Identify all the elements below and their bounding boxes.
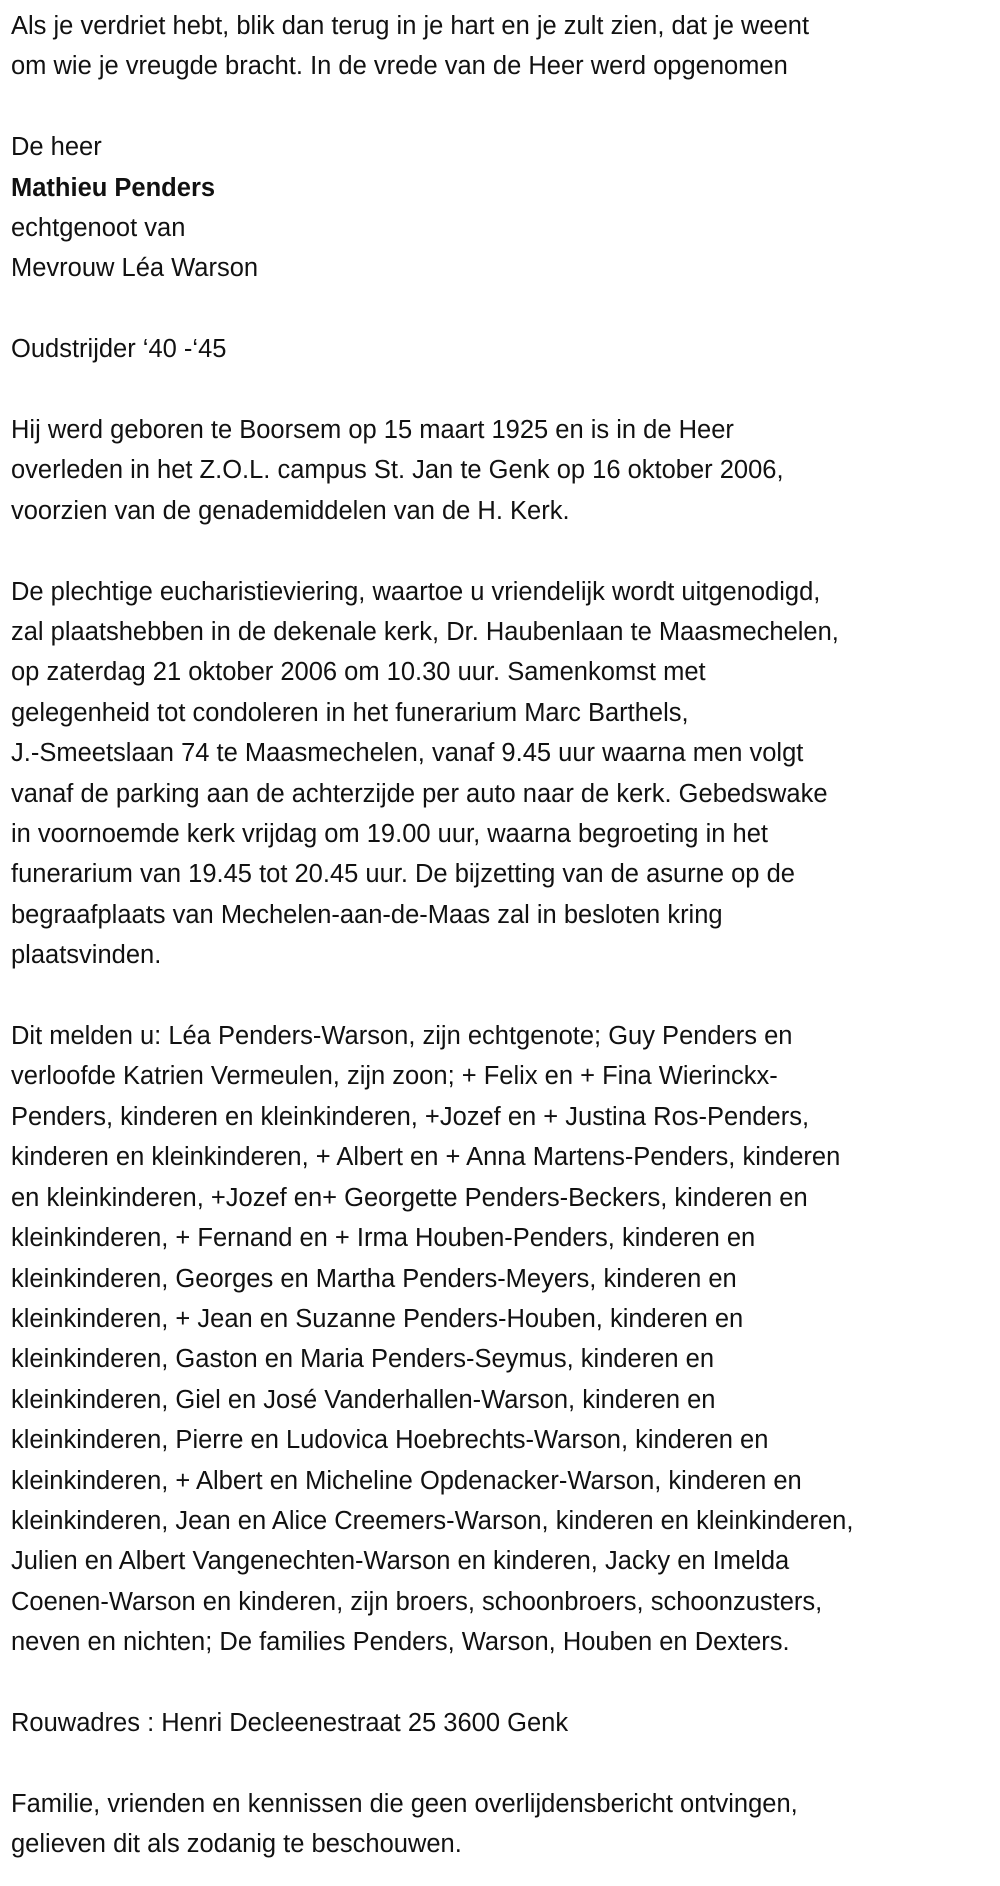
text-line: funerarium van 19.45 tot 20.45 uur. De bijzetting van de asurne op de — [11, 860, 795, 889]
text-line: kleinkinderen, Giel en José Vanderhallen-Warson, kinderen en — [11, 1385, 716, 1414]
text-line: Coenen-Warson en kinderen, zijn broers, schoonbroers, schoonzusters, — [11, 1587, 823, 1616]
text-line: gelieven dit als zodanig te beschouwen. — [11, 1830, 462, 1859]
text-line: Dit melden u: Léa Penders-Warson, zijn echtgenote; Guy Penders en — [11, 1022, 793, 1051]
text-line: kleinkinderen, + Jean en Suzanne Penders-Houben, kinderen en — [11, 1304, 744, 1333]
text-line: op zaterdag 21 oktober 2006 om 10.30 uur. Samenkomst met — [11, 658, 706, 687]
family-paragraph — [11, 1016, 1000, 1663]
birth-death-paragraph — [11, 410, 1000, 531]
text-line: gelegenheid tot condoleren in het funerarium Marc Barthels, — [11, 698, 689, 727]
text-line: J.-Smeetslaan 74 te Maasmechelen, vanaf 9.45 uur waarna men volgt — [11, 739, 804, 768]
ceremony-paragraph — [11, 572, 1000, 976]
text-line: Familie, vrienden en kennissen die geen overlijdensbericht ontvingen, — [11, 1789, 798, 1818]
text-line: om wie je vreugde bracht. In de vrede van de Heer werd opgenomen — [11, 52, 788, 81]
deceased-block — [11, 127, 1000, 289]
text-line: Julien en Albert Vangenechten-Warson en kinderen, Jacky en Imelda — [11, 1547, 790, 1576]
text-line: kleinkinderen, Gaston en Maria Penders-Seymus, kinderen en — [11, 1345, 715, 1374]
text-line: kleinkinderen, + Fernand en + Irma Houben-Penders, kinderen en — [11, 1224, 756, 1253]
text-line: en kleinkinderen, +Jozef en+ Georgette Penders-Beckers, kinderen en — [11, 1183, 808, 1212]
text-line: kleinkinderen, Pierre en Ludovica Hoebrechts-Warson, kinderen en — [11, 1426, 769, 1455]
text-line: verloofde Katrien Vermeulen, zijn zoon; + Felix en + Fina Wierinckx- — [11, 1062, 778, 1091]
text-line: overleden in het Z.O.L. campus St. Jan te Genk op 16 oktober 2006, — [11, 456, 784, 485]
text-line: kleinkinderen, + Albert en Micheline Opdenacker-Warson, kinderen en — [11, 1466, 802, 1495]
text-line: Penders, kinderen en kleinkinderen, +Jozef en + Justina Ros-Penders, — [11, 1102, 810, 1131]
mourning-address: Rouwadres : Henri Decleenestraat 25 3600 Genk — [11, 1708, 569, 1737]
veteran-text: Oudstrijder ‘40 -‘45 — [11, 335, 227, 364]
deceased-relation: echtgenoot van — [11, 214, 186, 243]
text-line: voorzien van de genademiddelen van de H. Kerk. — [11, 496, 570, 525]
veteran-paragraph — [11, 329, 1000, 369]
text-line: kleinkinderen, Jean en Alice Creemers-Warson, kinderen en kleinkinderen, — [11, 1506, 854, 1535]
text-line: kleinkinderen, Georges en Martha Penders-Meyers, kinderen en — [11, 1264, 737, 1293]
text-line: vanaf de parking aan de achterzijde per auto naar de kerk. Gebedswake — [11, 779, 828, 808]
text-line: zal plaatshebben in de dekenale kerk, Dr. Haubenlaan te Maasmechelen, — [11, 618, 839, 647]
text-line: in voornoemde kerk vrijdag om 19.00 uur, waarna begroeting in het — [11, 820, 768, 849]
address-paragraph — [11, 1703, 1000, 1743]
deceased-title: De heer — [11, 133, 102, 162]
spouse-name: Mevrouw Léa Warson — [11, 254, 259, 283]
text-line: Hij werd geboren te Boorsem op 15 maart 1925 en is in de Heer — [11, 416, 734, 445]
text-line: kinderen en kleinkinderen, + Albert en + Anna Martens-Penders, kinderen — [11, 1143, 841, 1172]
text-line: Als je verdriet hebt, blik dan terug in je hart en je zult zien, dat je weent — [11, 12, 810, 40]
text-line: neven en nichten; De families Penders, Warson, Houben en Dexters. — [11, 1628, 790, 1657]
closing-paragraph — [11, 1784, 1000, 1865]
deceased-name: Mathieu Penders — [11, 173, 216, 202]
text-line: begraafplaats van Mechelen-aan-de-Maas zal in besloten kring — [11, 900, 723, 929]
text-line: De plechtige eucharistieviering, waartoe u vriendelijk wordt uitgenodigd, — [11, 577, 821, 606]
text-line: plaatsvinden. — [11, 941, 162, 970]
intro-paragraph — [11, 6, 1000, 87]
